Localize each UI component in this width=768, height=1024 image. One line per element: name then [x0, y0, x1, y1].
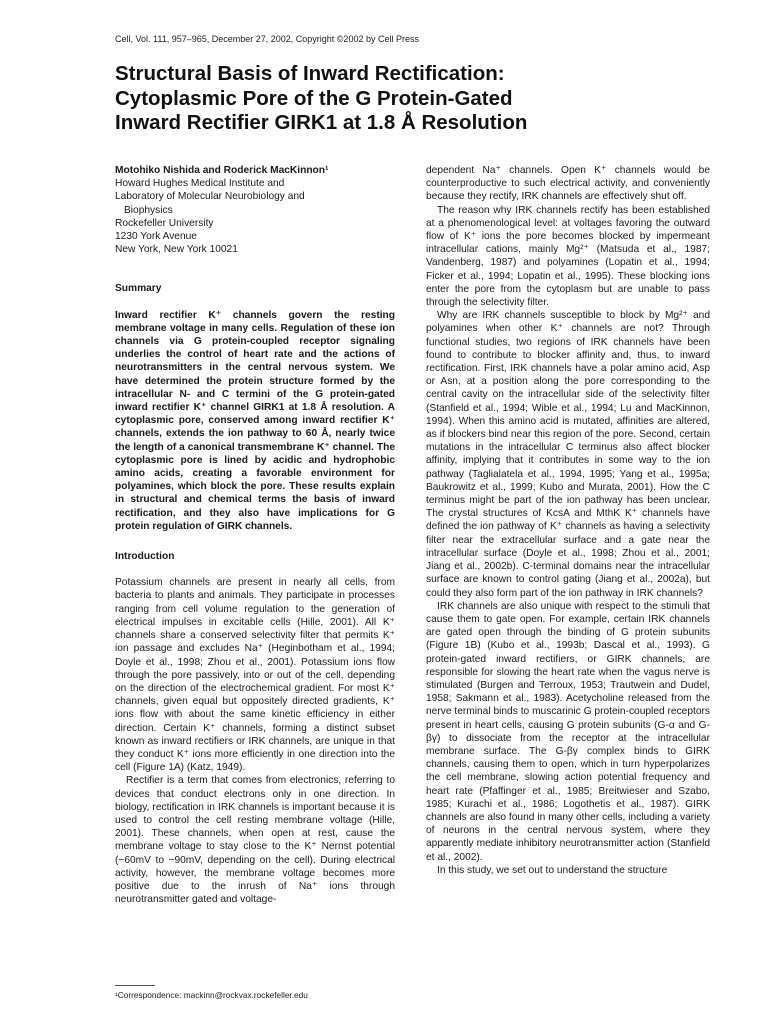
right-column: [426, 164, 710, 877]
left-column: [115, 164, 395, 906]
body-paragraph: In this study, we set out to understand the structure: [437, 864, 668, 876]
title-line: Inward Rectifier GIRK1 at 1.8 Å Resolution: [115, 111, 528, 134]
footnote-divider: [115, 985, 155, 986]
intro-paragraph: Rectifier is a term that comes from electronics, referring to devices that conduct electrons only in one direction. In biology, rectification in IRK channels is important because it is used to control the cell resting membrane voltage (Hille, 2001). These channels, when open at rest, cause the membrane voltage to stay close to the K⁺ Nernst potential (−60mV to −90mV, depending on the cell). During electrical activity, however, the membrane voltage becomes more positive due to the inrush of Na⁺ ions through neurotransmitter gated and voltage-: [115, 775, 395, 906]
body-paragraph: dependent Na⁺ channels. Open K⁺ channels would be counterproductive to such electrical activity, and conveniently because they rectify, IRK channels are effectively shut off.: [426, 165, 710, 203]
affiliation-line: New York, New York 10021: [115, 244, 238, 256]
title-line: Cytoplasmic Pore of the G Protein-Gated: [115, 86, 513, 110]
affiliation-line: Laboratory of Molecular Neurobiology and: [115, 191, 305, 203]
author-names: Motohiko Nishida and Roderick MacKinnon¹: [115, 165, 329, 176]
intro-paragraph: Potassium channels are present in nearly all cells, from bacteria to plants and animals. They participate in processes ranging from cell volume regulation to the generation of electrical impulses in excitable cells (Hille, 2001). All K⁺ channels share a conserved selectivity filter that permits K⁺ ion passage and excludes Na⁺ (Heginbotham et al., 1994; Doyle et al., 1998; Zhou et al., 2001). Potassium ions flow through the pore passively, into or out of the cell, depending on the direction of the electrochemical gradient. For most K⁺ channels, given equal but oppositely directed gradients, K⁺ ions flow with about the same kinetic efficiency in either direction. Certain K⁺ channels, forming a distinct subset known as inward rectifiers or IRK channels, are unique in that they conduct K⁺ ions more efficiently in one direction into the cell (Figure 1A) (Katz, 1949).: [115, 577, 395, 774]
correspondence-footnote: ¹Correspondence: mackinn@rockvax.rockefeller.edu: [115, 990, 308, 1000]
paper-title: [115, 62, 715, 136]
introduction-heading: Introduction: [115, 551, 175, 563]
affiliation-line: Biophysics: [124, 204, 173, 216]
body-paragraph: IRK channels are also unique with respect to the stimuli that cause them to gate open. For example, certain IRK channels are gated open through the binding of G protein subunits (Figure 1B) (Kubo et al., 1993b; Dascal et al., 1993). G protein-gated inward rectifiers, or GIRK channels, are responsible for slowing the heart rate when the vagus nerve is stimulated (Burgen and Terroux, 1953; Trautwein and Dudel, 1958; Sakmann et al., 1983). Acetycholine released from the nerve terminal binds to muscarinic G protein-coupled receptors present in heart cells, causing G protein subunits (G-α and G-βγ) to dissociate from the receptor at the intracellular membrane surface. The G-βγ complex binds to GIRK channels, causing them to open, which in turn hyperpolarizes the cell membrane, slowing action potential frequency and heart rate (Pfaffinger et al., 1985; Breitwieser and Szabo, 1985; Kurachi et al., 1986; Logothetis et al., 1987). GIRK channels are also found in many other cells, including a variety of neurons in the central nervous system, where they apparently mediate inhibitory neurotransmitter action (Stanfield et al., 2002).: [426, 600, 710, 863]
journal-citation: Cell, Vol. 111, 957–965, December 27, 2002, Copyright ©2002 by Cell Press: [115, 34, 419, 44]
summary-abstract: Inward rectifier K⁺ channels govern the resting membrane voltage in many cells. Regulation of these ion channels via G protein-coupled receptor signaling underlies the control of heart rate and the actions of neurotransmitters in the central nervous system. We have determined the protein structure formed by the intracellular N- and C termini of the G protein-gated inward rectifier K⁺ channel GIRK1 at 1.8 Å resolution. A cytoplasmic pore, conserved among inward rectifier K⁺ channels, extends the ion pathway to 60 Å, nearly twice the length of a canonical transmembrane K⁺ channel. The cytoplasmic pore is lined by acidic and hydrophobic amino acids, creating a favorable environment for polyamines, which block the pore. These results explain in structural and chemical terms the basis of inward rectification, and they also have implications for G protein regulation of GIRK channels.: [115, 309, 395, 532]
title-line: Structural Basis of Inward Rectification:: [115, 62, 505, 85]
summary-heading: Summary: [115, 283, 162, 295]
affiliation-line: Rockefeller University: [115, 217, 214, 229]
affiliation-line: Howard Hughes Medical Institute and: [115, 178, 285, 190]
body-paragraph: Why are IRK channels susceptible to block by Mg²⁺ and polyamines when other K⁺ channels are not? Through functional studies, two regions of IRK channels have been found to contribute to blocker affinity and, thus, to inward rectification. First, IRK channels have a polar amino acid, Asp or Asn, at a position along the pore corresponding to the central cavity on the intracellular side of the selectivity filter (Stanfield et al., 1994; Wible et al., 1994; Lu and MacKinnon, 1994). When this amino acid is mutated, affinities are altered, as if blockers bind near this region of the pore. Second, certain mutations in the intracellular C terminus also affect blocker affinity, implying that it contributes in some way to the ion pathway (Taglialatela et al., 1994, 1995; Yang et al., 1995a; Baukrowitz et al., 1999; Kubo and Murata, 2001). How the C terminus might be part of the ion pathway has been unclear. The crystal structures of KcsA and MthK K⁺ channels have defined the ion pathway of K⁺ channels as having a selectivity filter near the extracellular surface and a gate near the intracellular surface (Doyle et al., 1998; Zhou et al., 2001; Jiang et al., 2002b). C-terminal domains near the intracellular surface are known to control gating (Jiang et al., 2002a), but could they also form part of the ion pathway in IRK channels?: [426, 310, 710, 599]
body-paragraph: The reason why IRK channels rectify has been established at a phenomenological level: at voltages favoring the outward flow of K⁺ ions the pore becomes blocked by impermeant intracellular cations, mainly Mg²⁺ (Matsuda et al., 1987; Vandenberg, 1987) and polyamines (Lopatin et al., 1994; Ficker et al., 1994; Lopatin et al., 1995). These blocking ions enter the pore from the cytoplasm but are unable to pass through the selectivity filter.: [426, 204, 710, 309]
author-block: [115, 164, 395, 256]
affiliation-line: 1230 York Avenue: [115, 231, 197, 243]
